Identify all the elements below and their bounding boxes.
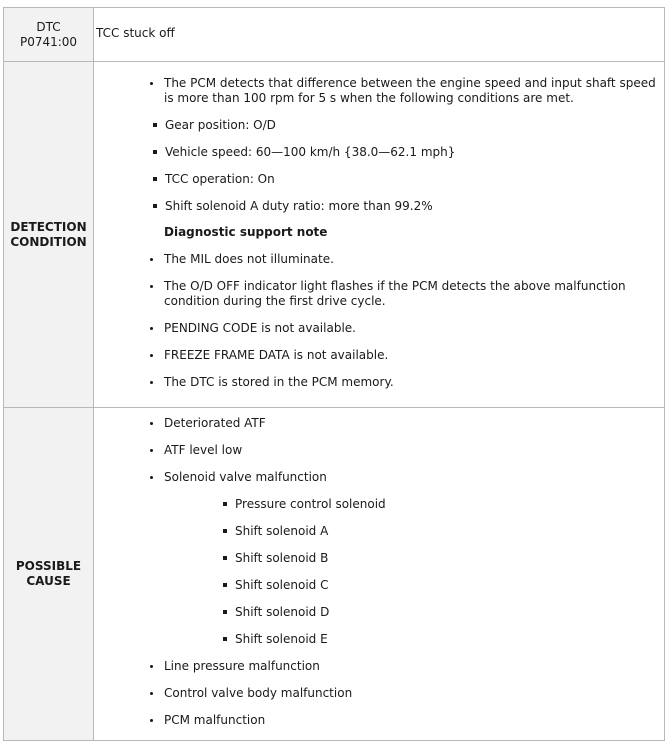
cause-content-cell (94, 408, 665, 741)
solenoid-item: Shift solenoid A (219, 524, 664, 539)
detection-row (4, 62, 665, 408)
dtc-info-table (3, 7, 665, 741)
cause-label-cell (4, 408, 94, 741)
solenoid-list (164, 497, 664, 647)
dtc-row (4, 8, 665, 62)
cause-content (94, 416, 664, 728)
dtc-label: DTC (36, 19, 61, 34)
note-item: The MIL does not illuminate. (147, 252, 664, 267)
note-item: FREEZE FRAME DATA is not available. (147, 348, 664, 363)
solenoid-item: Pressure control solenoid (219, 497, 664, 512)
dtc-description: TCC stuck off (96, 25, 175, 40)
cause-list (94, 416, 664, 728)
cause-label-line1: POSSIBLE (15, 559, 82, 573)
diagnostic-note-list (94, 252, 664, 390)
cause-item: PCM malfunction (147, 713, 664, 728)
detection-content (94, 76, 664, 390)
detection-label-line2: CONDITION (10, 234, 87, 249)
cause-item: Line pressure malfunction (147, 659, 664, 674)
condition-item: Gear position: O/D (149, 118, 664, 133)
detection-label-line1: DETECTION (10, 219, 87, 234)
cause-item: Control valve body malfunction (147, 686, 664, 701)
condition-item: Vehicle speed: 60—100 km/h {38.0—62.1 mph} (149, 145, 664, 160)
dtc-code: P0741:00 (19, 34, 78, 49)
cause-item: Deteriorated ATF (147, 416, 664, 431)
condition-list (94, 118, 664, 214)
detection-intro-list (94, 76, 664, 106)
solenoid-item: Shift solenoid C (219, 578, 664, 593)
solenoid-item: Shift solenoid B (219, 551, 664, 566)
dtc-description-cell (94, 8, 665, 62)
cause-item-solenoid (147, 470, 664, 647)
dtc-label-cell (4, 8, 94, 62)
cause-row (4, 408, 665, 741)
note-item: PENDING CODE is not available. (147, 321, 664, 336)
note-item: The DTC is stored in the PCM memory. (147, 375, 664, 390)
cause-item-solenoid-label: Solenoid valve malfunction (164, 470, 327, 484)
detection-content-cell (94, 62, 665, 408)
detection-intro: The PCM detects that difference between the engine speed and input shaft speed is more than 100 rpm for 5 s when the following conditions are met. (147, 76, 664, 106)
detection-label-cell (4, 62, 94, 408)
note-item: The O/D OFF indicator light flashes if the PCM detects the above malfunction condition during the first drive cycle. (147, 279, 664, 309)
condition-item: Shift solenoid A duty ratio: more than 99.2% (149, 199, 664, 214)
solenoid-item: Shift solenoid E (219, 632, 664, 647)
cause-label-line2: CAUSE (26, 574, 71, 588)
condition-item: TCC operation: On (149, 172, 664, 187)
diagnostic-note-title: Diagnostic support note (164, 224, 328, 239)
cause-item: ATF level low (147, 443, 664, 458)
solenoid-item: Shift solenoid D (219, 605, 664, 620)
